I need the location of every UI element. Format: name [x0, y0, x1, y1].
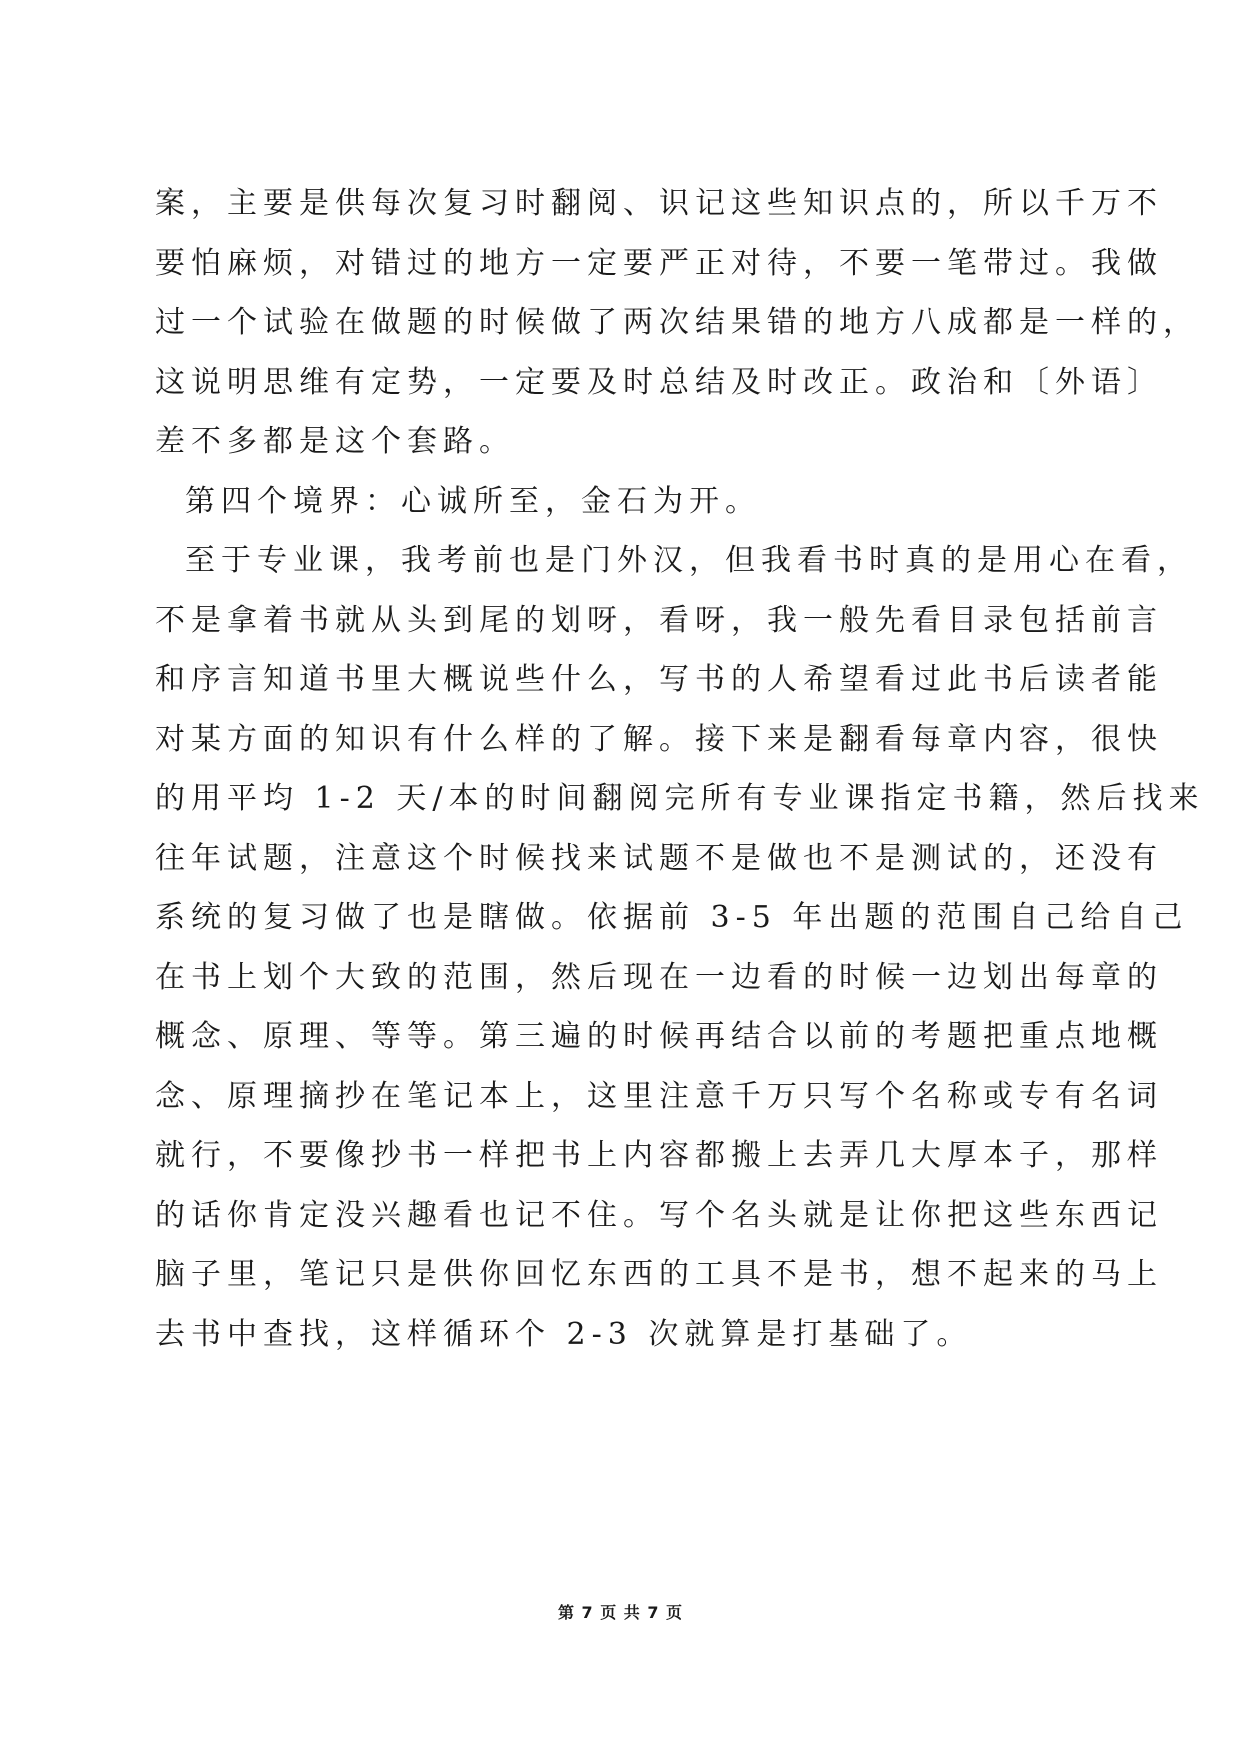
text-line: 概念、原理、等等。第三遍的时候再结合以前的考题把重点地概	[155, 1019, 1163, 1054]
text-line: 的用平均 1-2 天/本的时间翻阅完所有专业课指定书籍，然后找来	[155, 781, 1205, 816]
page-number: 第 7 页 共 7 页	[557, 1603, 684, 1622]
text-line: 去书中查找，这样循环个 2-3 次就算是打基础了。	[155, 1316, 973, 1352]
text-line: 在书上划个大致的范围，然后现在一边看的时候一边划出每章的	[155, 959, 1163, 995]
text-line: 对某方面的知识有什么样的了解。接下来是翻看每章内容，很快	[155, 721, 1163, 757]
text-line: 脑子里，笔记只是供你回忆东西的工具不是书，想不起来的马上	[155, 1257, 1163, 1292]
text-line: 和序言知道书里大概说些什么，写书的人希望看过此书后读者能	[155, 662, 1163, 697]
text-line: 案，主要是供每次复习时翻阅、识记这些知识点的，所以千万不	[155, 186, 1163, 221]
text-line: 往年试题，注意这个时候找来试题不是做也不是测试的，还没有	[155, 840, 1163, 876]
text-line: 要怕麻烦，对错过的地方一定要严正对待，不要一笔带过。我做	[155, 245, 1163, 281]
text-line: 不是拿着书就从头到尾的划呀，看呀，我一般先看目录包括前言	[155, 602, 1163, 638]
page-footer	[0, 1600, 1241, 1623]
section-heading: 第四个境界：心诚所至，金石为开。	[185, 483, 761, 519]
text-line: 的话你肯定没兴趣看也记不住。写个名头就是让你把这些东西记	[155, 1197, 1163, 1233]
text-line: 就行，不要像抄书一样把书上内容都搬上去弄几大厚本子，那样	[155, 1138, 1163, 1173]
body-text	[155, 186, 1205, 1376]
text-line: 差不多都是这个套路。	[155, 424, 515, 459]
text-line: 这说明思维有定势，一定要及时总结及时改正。政治和〔外语〕	[155, 364, 1163, 400]
text-line: 念、原理摘抄在笔记本上，这里注意千万只写个名称或专有名词	[155, 1078, 1163, 1114]
text-line: 系统的复习做了也是瞎做。依据前 3-5 年出题的范围自己给自己	[155, 900, 1189, 935]
text-line: 过一个试验在做题的时候做了两次结果错的地方八成都是一样的，	[155, 305, 1199, 340]
text-line: 至于专业课，我考前也是门外汉，但我看书时真的是用心在看，	[185, 543, 1193, 578]
